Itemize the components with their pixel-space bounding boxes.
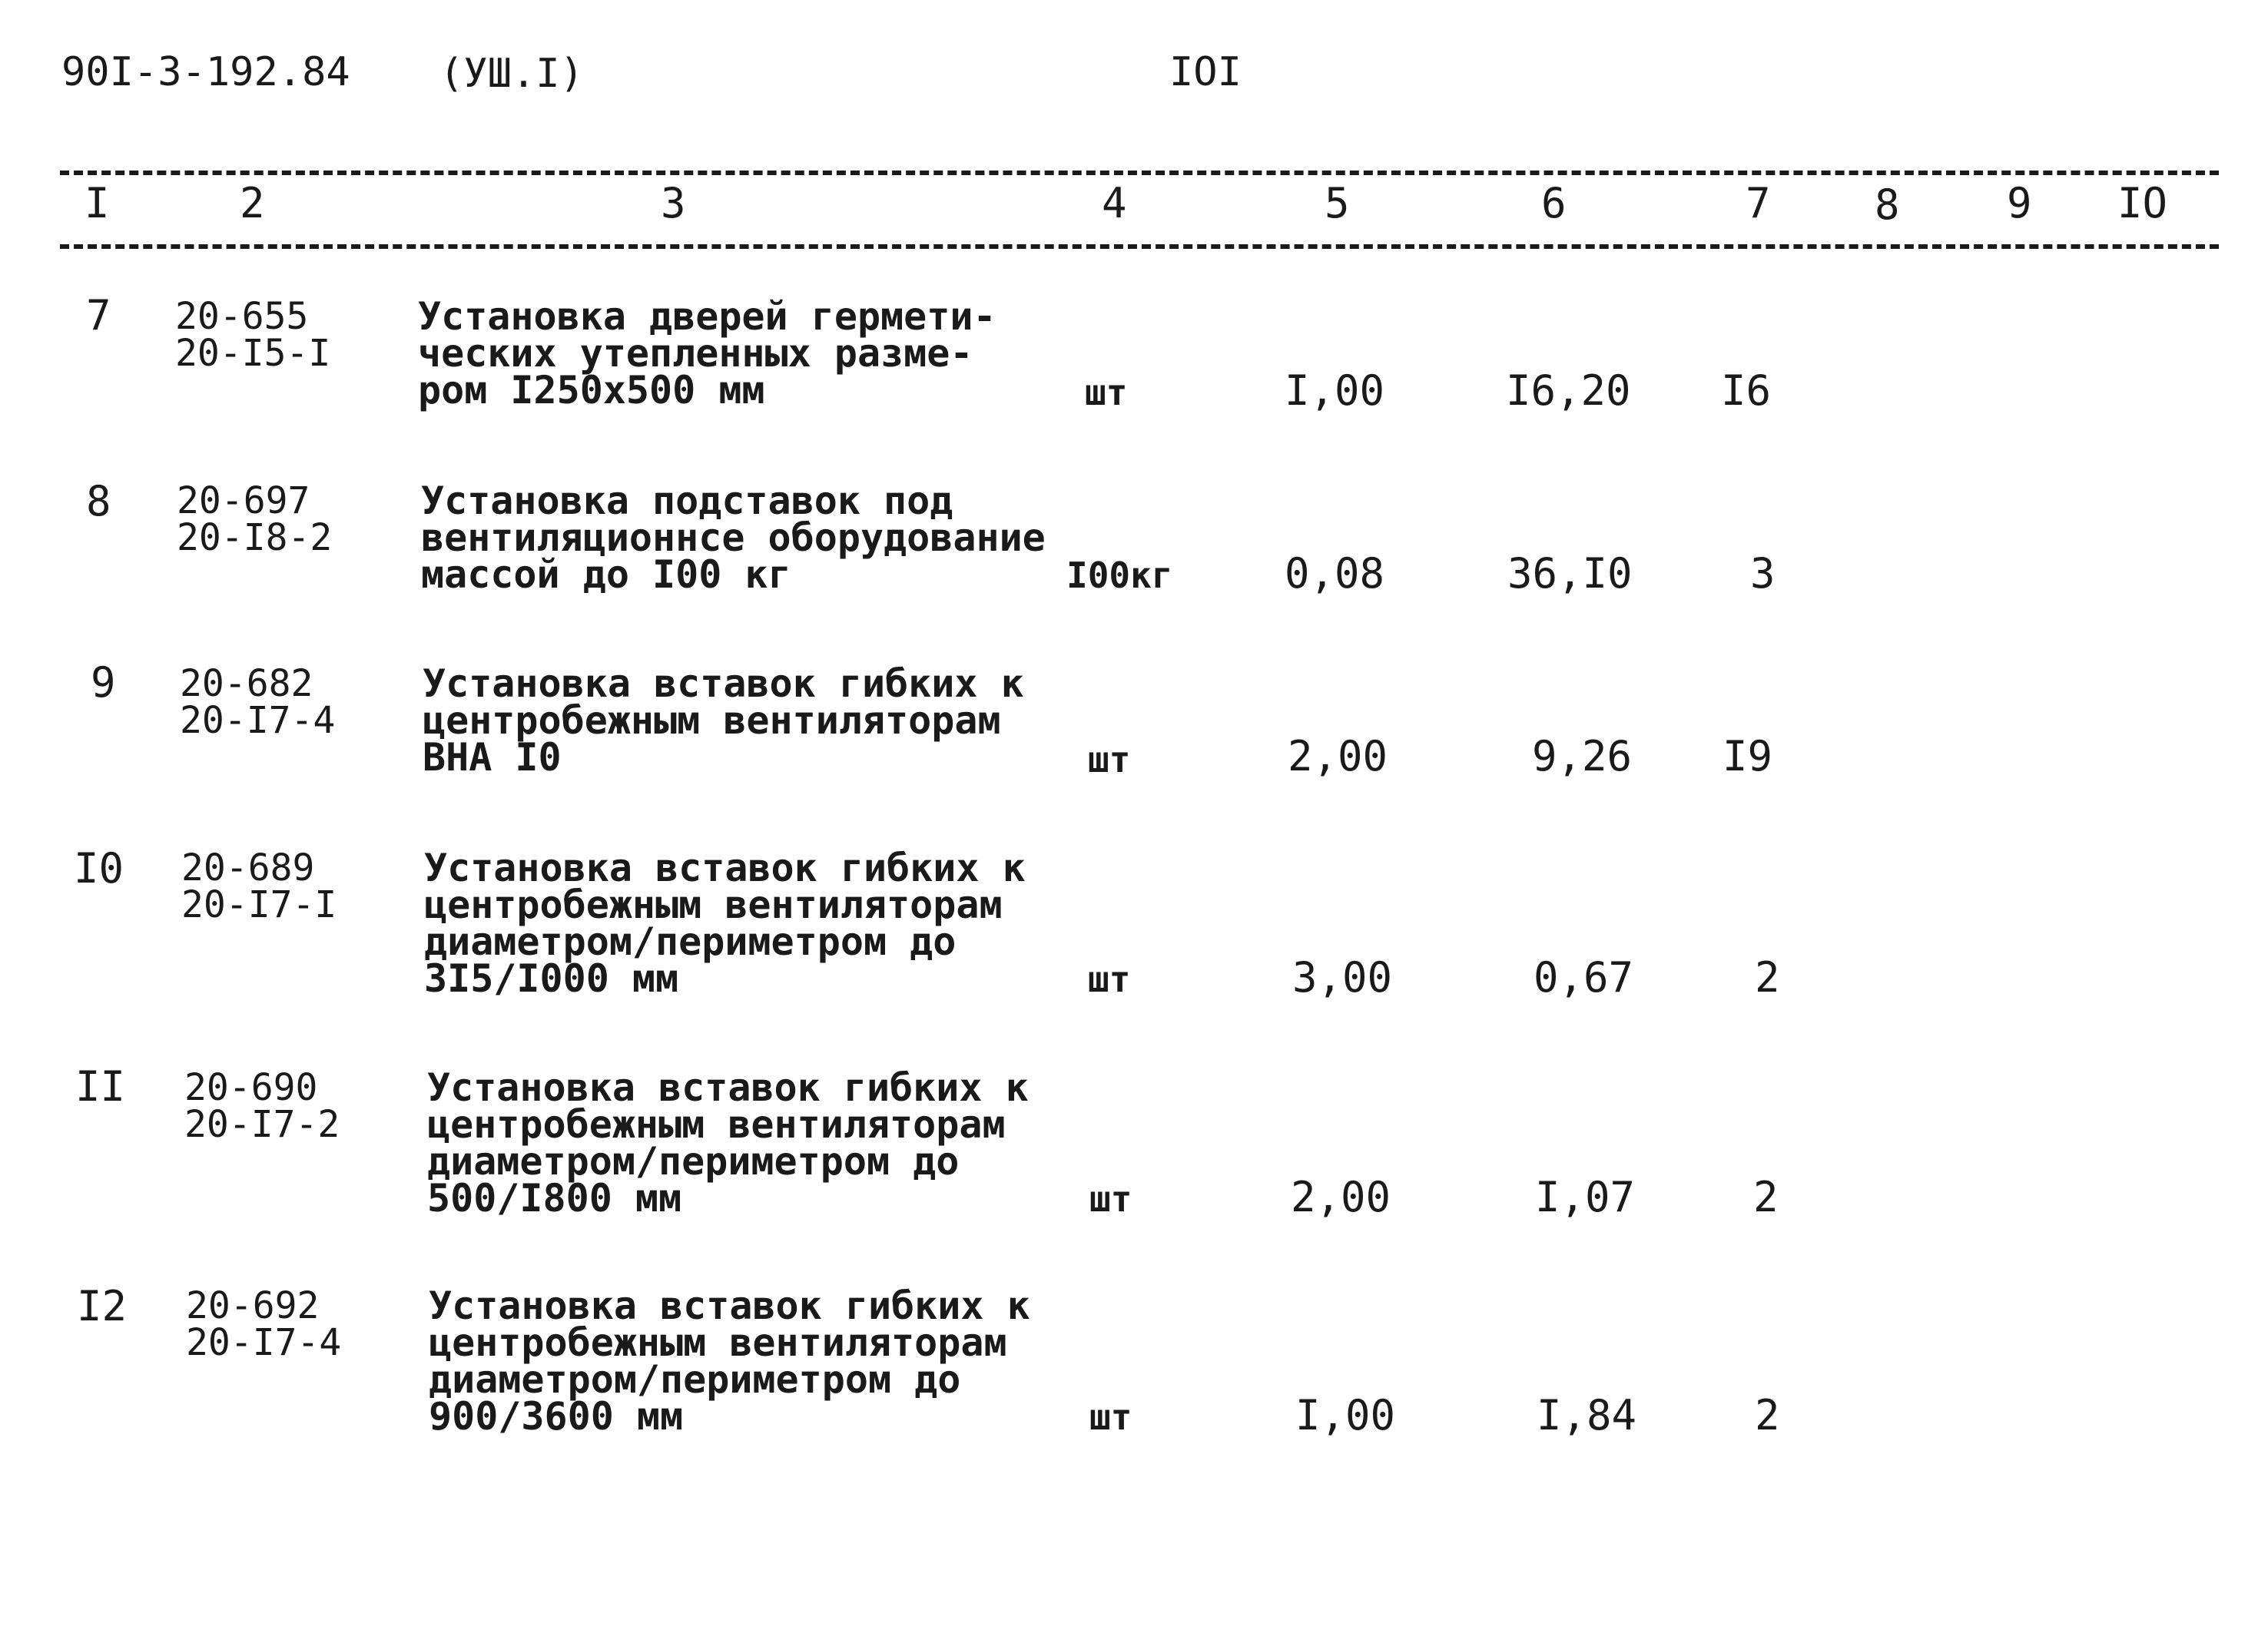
column-header: 8 [1875,181,1900,229]
header-bottom-rule [60,244,2219,249]
header-top-rule [60,171,2219,175]
column-header: 5 [1325,179,1350,227]
work-description-line: Установка вставок гибких к [423,661,1024,706]
unit-of-measure: I00кг [1066,555,1173,596]
unit-of-measure: шт [1089,1396,1132,1438]
work-description-line: Установка подставок под [421,479,953,523]
row-number: I2 [77,1282,128,1330]
unit-price: 36,I0 [1507,549,1633,598]
work-description-line: 3I5/I000 мм [424,956,679,1001]
work-description-line: вентиляционнсе оборудование [421,515,1046,560]
unit-of-measure: шт [1085,372,1128,413]
norm-code: 20-692 [186,1284,320,1327]
norm-code: 20-690 [184,1066,318,1109]
unit-price: I,84 [1537,1391,1637,1439]
unit-price: 9,26 [1532,732,1633,780]
work-description-line: ром I250х500 мм [418,368,765,412]
column-header: 6 [1541,179,1567,227]
work-description-line: центробежным вентиляторам [427,1102,1006,1147]
column-header: 9 [2007,179,2032,227]
row-number: 8 [86,477,111,525]
norm-code: 20-I7-4 [180,699,336,742]
work-description-line: центробежным вентиляторам [423,698,1001,743]
row-number: 9 [91,658,116,707]
work-description-line: Установка вставок гибких к [429,1284,1030,1328]
quantity: I,00 [1285,366,1385,415]
column-header: IO [2117,179,2168,227]
work-description-line: диаметром/периметром до [424,919,957,964]
norm-code: 20-I5-I [175,332,331,375]
album-number: (УШ.I) [439,51,584,97]
work-description-line: ческих утепленных разме- [418,331,973,376]
total-cost: I9 [1723,732,1773,780]
work-description-line: Установка дверей гермети- [418,294,996,339]
work-description-line: диаметром/периметром до [427,1139,960,1184]
total-cost: 2 [1755,1391,1780,1439]
work-description-line: диаметром/периметром до [429,1357,961,1402]
quantity: 2,00 [1288,732,1388,780]
unit-of-measure: шт [1088,739,1131,780]
norm-code: 20-I7-4 [186,1321,342,1364]
norm-code: 20-I8-2 [177,516,333,559]
column-header: 7 [1746,179,1771,227]
norm-code: 20-689 [181,846,315,889]
work-description-line: ВНА I0 [423,735,562,780]
work-description-line: Установка вставок гибких к [427,1065,1029,1110]
row-number: I0 [74,844,124,893]
unit-of-measure: шт [1088,959,1131,1000]
row-number: 7 [86,291,111,340]
norm-code: 20-I7-2 [184,1103,340,1146]
total-cost: 2 [1755,953,1780,1002]
work-description-line: 500/I800 мм [427,1176,682,1221]
page-number: IOI [1169,49,1242,95]
column-header: I [85,179,110,227]
norm-code: 20-682 [180,662,313,705]
unit-price: I6,20 [1506,366,1631,415]
unit-of-measure: шт [1089,1178,1132,1220]
work-description-line: массой до I00 кг [421,552,791,597]
quantity: I,00 [1295,1391,1396,1439]
column-header: 2 [240,179,265,227]
work-description-line: центробежным вентиляторам [429,1320,1007,1365]
total-cost: I6 [1721,366,1772,415]
quantity: 2,00 [1291,1173,1391,1221]
quantity: 0,08 [1285,549,1385,598]
work-description-line: Установка вставок гибких к [424,846,1026,890]
norm-code: 20-I7-I [181,883,337,926]
row-number: II [75,1062,126,1111]
unit-price: I,07 [1535,1173,1636,1221]
total-cost: 2 [1753,1173,1779,1221]
norm-code: 20-697 [177,479,310,522]
total-cost: 3 [1750,549,1776,598]
column-header: 4 [1102,179,1127,227]
work-description-line: 900/3600 мм [429,1394,684,1439]
document-code: 90I-3-192.84 [61,49,350,95]
norm-code: 20-655 [175,295,309,338]
quantity: 3,00 [1292,953,1393,1002]
work-description-line: центробежным вентиляторам [424,883,1003,927]
column-header: 3 [661,179,686,227]
unit-price: 0,67 [1534,953,1634,1002]
